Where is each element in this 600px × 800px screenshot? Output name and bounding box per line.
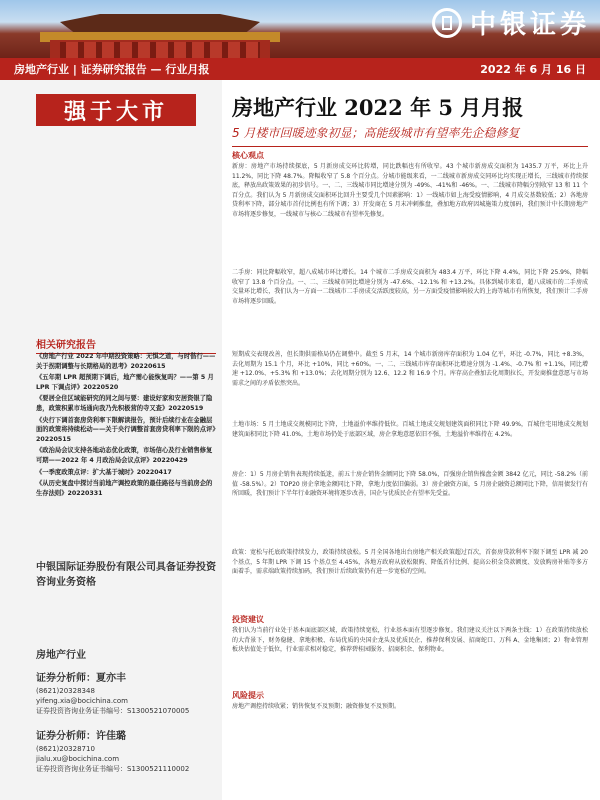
core-view-heading: 核心观点 bbox=[232, 151, 264, 160]
related-report-item[interactable]: 《央行下调首套房贷利率下限解读报告，预计后续行业在金融层面的政策将持续松动——关于央行调整首套房贷利率下限的点评》20220515 bbox=[36, 416, 216, 443]
report-subtitle: 5 月楼市回暖迹象初显；高能级城市有望率先企稳修复 bbox=[232, 126, 520, 140]
investment-advice-heading: 投资建议 bbox=[232, 615, 264, 624]
divider bbox=[232, 146, 588, 147]
risk-heading: 风险提示 bbox=[232, 691, 264, 700]
logo-text: 中银证券 bbox=[469, 10, 590, 40]
related-reports-heading: 相关研究报告 bbox=[36, 336, 216, 354]
analyst-email[interactable]: jialu.xu@bocichina.com bbox=[36, 755, 120, 763]
analyst-phone: (8621)20328348 bbox=[36, 687, 95, 695]
paragraph-risk: 房地产调控持续收紧；销售恢复不及预期；融资修复不及预期。 bbox=[232, 703, 401, 710]
paragraph-inventory: 短期成交表现改善，但长期供需格局仍在调整中。截至 5 月末，14 个城市新房库存面积为 1.04 亿平，环比 -0.7%，同比 +8.3%，去化周期为 15.1 个月，环比 +10%，同比 +60%。一、二、三线城市库存面积环比增速分别为 -1.4%、-0.7% 和 +1.1%，同比增速 +12.0%、+5.3% 和 +13.0%；去化周期分别为 12.6、12.2 和 16.9 个月。库存高企叠加去化周期拉长，开发商推盘意愿与市场需求之间的矛盾依然突出。 bbox=[232, 351, 588, 387]
report-category: 房地产行业 | 证券研究报告 — 行业月报 bbox=[14, 63, 210, 76]
related-report-item[interactable]: 《五年期 LPR 超预期下调后，地产需心能恢复吗？——第 5 月 LPR 下调点评》20220520 bbox=[36, 374, 214, 391]
report-title: 房地产行业 2022 年 5 月月报 bbox=[232, 95, 524, 120]
related-report-item[interactable]: 《一季度政策点评：扩大基于城时》20220417 bbox=[36, 468, 172, 476]
report-date: 2022 年 6 月 16 日 bbox=[480, 63, 586, 76]
paragraph-new-homes: 新房：房地产市场持续探底，5 月新房成交环比转增，同比跌幅也有所收窄。43 个城市新房成交面积为 1435.7 万平，环比上升 11.2%，同比下降 48.7%。降幅收窄了 5.8 个百分点。分城市能级来看，一二线城市新房成交同环比均实现正增长，三线城市持续探底，释放出政策效果的初步信号。一、二、三线城市同比增速分别为 -49%、-41%和 -46%。一、二线城市降幅分别收窄 13 和 11 个百分点。我们认为 5 月新房成交面积环比回升主要受几个因素影响：1）一线城市如上海受疫情影响，4 月成交基数较低；2）各地房贷利率下降，部分城市首付比例也有所下调；3）开发商在 5 月末冲刺推盘，叠加地方政府因城施策力度加码，我们预计中长期房地产市场将逐步修复，一线城市与核心二线城市有望率先修复。 bbox=[232, 163, 588, 218]
analyst-email[interactable]: yifeng.xia@bocichina.com bbox=[36, 697, 128, 705]
related-report-item[interactable]: 《要居全住区域能研究的同之间与要：建设好家和安居资银了隐患，政策积累市场通向我乃先积极营的寺又查》20220519 bbox=[36, 395, 213, 412]
report-type-bar bbox=[0, 58, 600, 80]
palace-roof-graphic bbox=[60, 14, 260, 34]
company-logo bbox=[432, 4, 590, 41]
analyst-name: 证券分析师：夏亦丰 bbox=[36, 673, 126, 684]
related-report-item[interactable]: 《政治局会议支持各地动态优化政策，市场信心及行业销售修复可期——2022 年 4 月政治局会议点评》20220429 bbox=[36, 447, 213, 464]
analyst-cert: 证券投资咨询业务证书编号：S1300521110002 bbox=[36, 765, 190, 773]
palace-columns-graphic bbox=[60, 42, 260, 58]
paragraph-secondhand: 二手房：同比降幅收窄，超八成城市环比增长。14 个城市二手房成交面积为 483.4 万平，环比下降 4.4%，同比下降 25.9%，降幅收窄了 13.8 个百分点。一、二、三线城市同比增速分别为 -47.6%、-12.1% 和 +13.2%。具体到城市来看，超八成城市的二手房成交量环比增长，我们认为一方面一二线城市二手房成交活跃度较高，另一方面受疫情影响较大的上海等城市有所恢复，我们预计二手房市场将逐步回暖。 bbox=[232, 269, 588, 305]
sector-label: 房地产行业 bbox=[36, 650, 86, 661]
related-report-item[interactable]: 《从历史复盘中探讨当前地产调控政策的最佳路径与当前房企的生存法则》20220331 bbox=[36, 480, 213, 497]
analyst-cert: 证券投资咨询业务证书编号：S1300521070005 bbox=[36, 707, 190, 715]
organization-name: 中银国际证券股份有限公司具备证券投资咨询业务资格 bbox=[36, 562, 216, 588]
analyst-phone: (8621)20328710 bbox=[36, 745, 95, 753]
boc-logo-icon bbox=[432, 8, 462, 38]
rating-badge: 强于大市 bbox=[36, 94, 196, 126]
paragraph-policy: 政策：宽松与托底政策持续发力，政策持续放松。5 月全国各地出台房地产相关政策超过百次，首套房贷款利率下限下调至 LPR 减 20 个基点，5 年期 LPR 下调 15 个基点至 4.45%，各地方政府从放松限购、降低首付比例、提高公积金贷款额度、发放购房补贴等多方面着手，需求端政策持续加码，我们预计后续政策仍有进一步宽松的空间。 bbox=[232, 549, 588, 576]
paragraph-land-market: 土地市场：5 月土地成交规模同比下降，土地溢价率维持低位。百城土地成交规划建筑面积同比下降 49.9%，百城住宅用地成交规划建筑面积同比下降 41.0%，土地市场仍处于底部区域，房企拿地意愿依旧不强，土地溢价率维持在 4.2%。 bbox=[232, 421, 588, 438]
header-banner bbox=[0, 0, 600, 58]
analyst-block bbox=[36, 730, 218, 774]
related-report-item[interactable]: 《房地产行业 2022 年中期投资策略：无惧之道，与时偕行——关于拐期调整与长期格局的思考》20220615 bbox=[36, 353, 216, 370]
paragraph-developers: 房企：1）5 月房企销售表现持续低迷，前五十房企销售金额同比下降 58.0%，百强房企销售操盘金额 3842 亿元，同比 -58.2%（前值 -58.5%）。2）TOP20 房企拿地金额同比下降，拿地力度依旧偏弱。3）房企融资方面，5 月房企融资总额同比下降，信用债发行有所回暖，我们预计下半年行业融资环境将逐步改善，国企与优质民企有望率先受益。 bbox=[232, 471, 588, 498]
analyst-block bbox=[36, 672, 218, 716]
paragraph-investment: 我们认为当前行业处于基本面底部区域，政策持续宽松，行业基本面有望逐步修复。我们建议关注以下两条主线：1）在政策持续放松的大背景下，财务稳健、拿地积极、布局优质的央国企龙头及优质民企，推荐保利发展、招商蛇口、万科 A、金地集团；2）物业管理板块估值处于低位，行业需求相对稳定，推荐碧桂园服务、招商积余、保利物业。 bbox=[232, 627, 588, 654]
related-reports-list bbox=[36, 352, 218, 500]
analyst-name: 证券分析师：许佳璐 bbox=[36, 731, 126, 742]
